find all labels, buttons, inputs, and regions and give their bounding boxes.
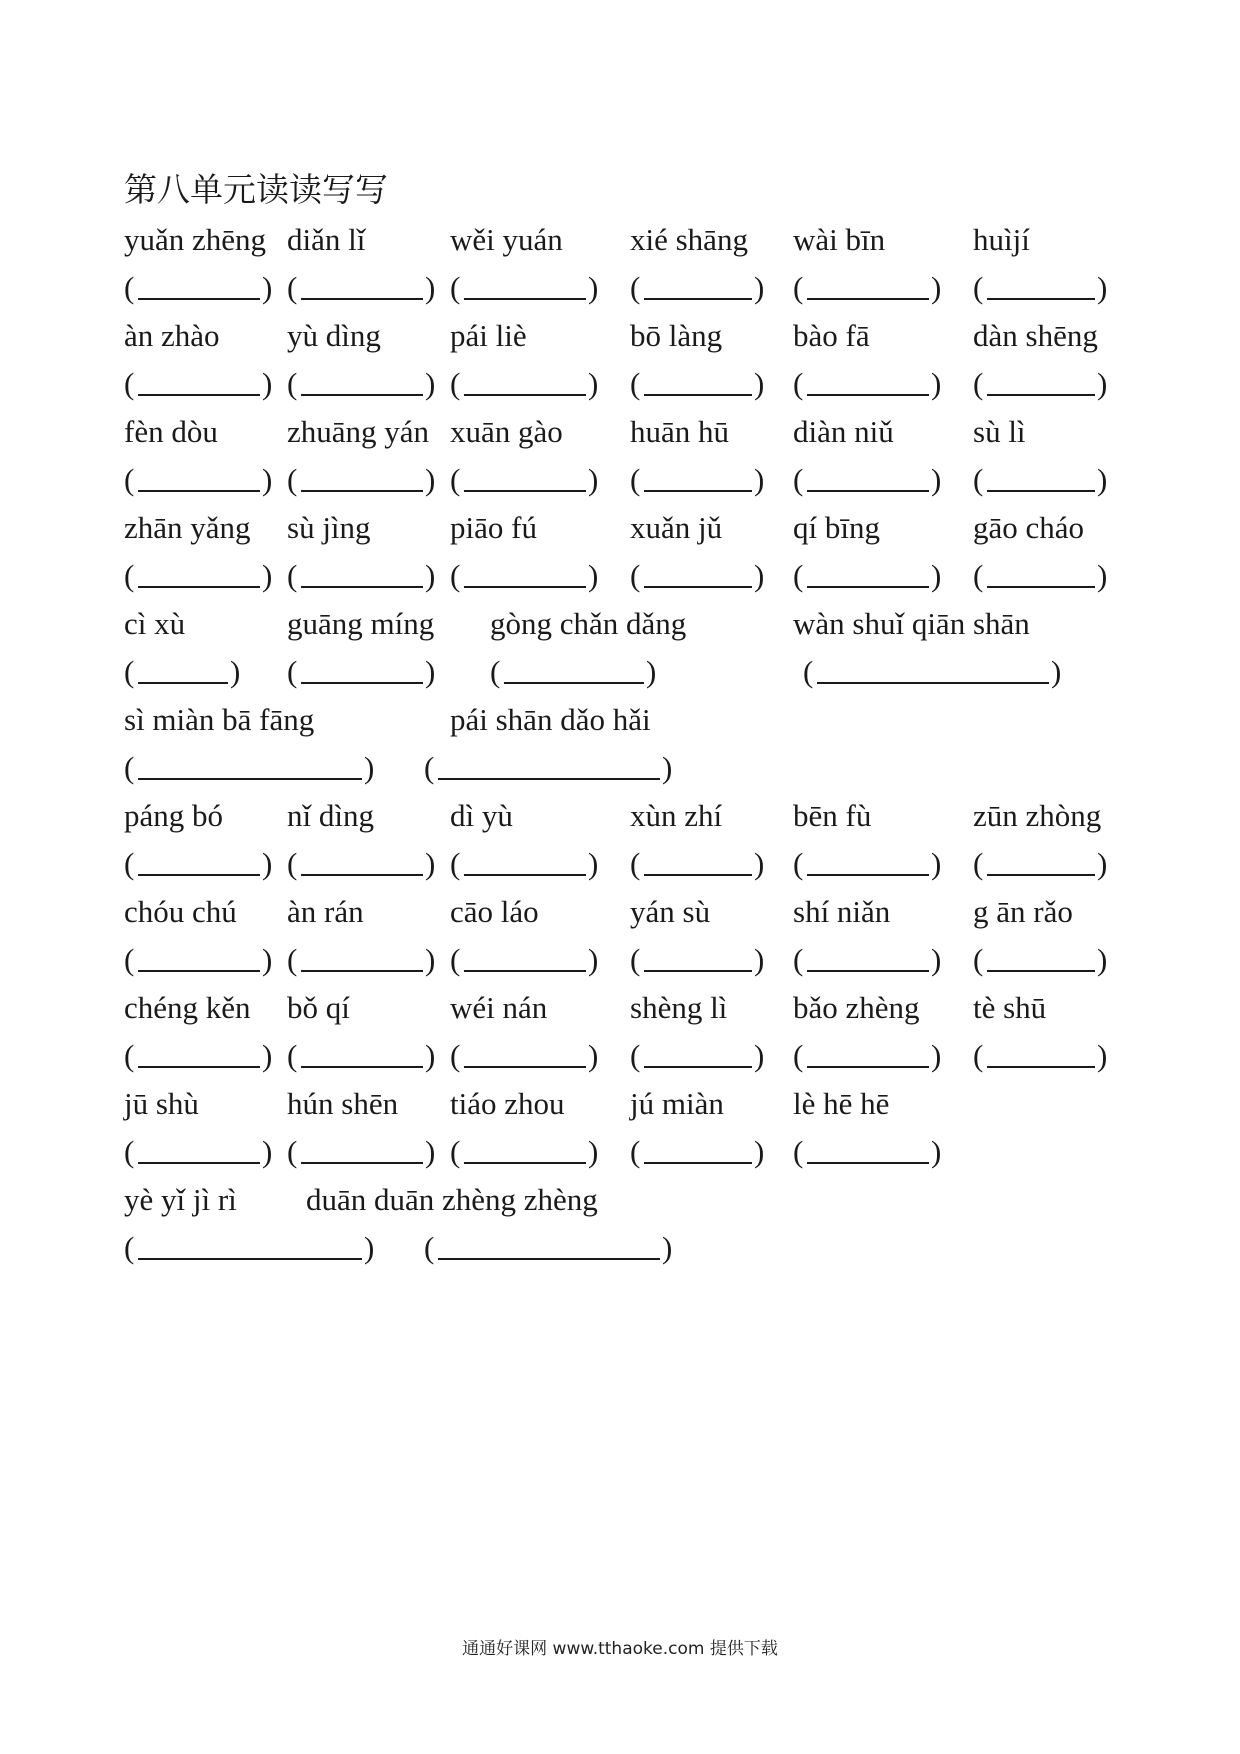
pinyin-prompt: dì yù xyxy=(450,798,513,833)
pinyin-prompt: hún shēn xyxy=(287,1086,399,1121)
open-parenthesis: ( xyxy=(793,558,804,593)
close-parenthesis: ) xyxy=(262,942,273,977)
pinyin-prompt: shèng lì xyxy=(630,990,728,1025)
answer-underline xyxy=(987,394,1095,396)
answer-blank[interactable] xyxy=(793,462,943,498)
close-parenthesis: ) xyxy=(425,654,436,689)
close-parenthesis: ) xyxy=(646,654,657,689)
pinyin-prompt: wài bīn xyxy=(793,222,886,257)
pinyin-prompt: chóu chú xyxy=(124,894,237,929)
answer-underline xyxy=(817,682,1049,684)
pinyin-prompt: sì miàn bā fāng xyxy=(124,702,315,737)
answer-blank[interactable] xyxy=(793,366,943,402)
answer-blank[interactable] xyxy=(124,846,274,882)
pinyin-prompt: sù lì xyxy=(973,414,1026,449)
open-parenthesis: ( xyxy=(973,462,984,497)
close-parenthesis: ) xyxy=(262,1038,273,1073)
open-parenthesis: ( xyxy=(793,942,804,977)
pinyin-prompt: cì xù xyxy=(124,606,186,641)
close-parenthesis: ) xyxy=(754,462,765,497)
answer-underline xyxy=(138,394,260,396)
pinyin-prompt: shí niǎn xyxy=(793,894,891,929)
open-parenthesis: ( xyxy=(793,462,804,497)
close-parenthesis: ) xyxy=(425,558,436,593)
close-parenthesis: ) xyxy=(1051,654,1062,689)
open-parenthesis: ( xyxy=(973,1038,984,1073)
close-parenthesis: ) xyxy=(588,366,599,401)
close-parenthesis: ) xyxy=(262,558,273,593)
open-parenthesis: ( xyxy=(450,270,461,305)
answer-underline xyxy=(807,1162,929,1164)
answer-underline xyxy=(807,394,929,396)
answer-blank[interactable] xyxy=(450,846,600,882)
pinyin-prompt: yù dìng xyxy=(287,318,381,353)
answer-underline xyxy=(504,682,644,684)
answer-underline xyxy=(301,394,423,396)
answer-underline xyxy=(644,490,752,492)
open-parenthesis: ( xyxy=(630,846,641,881)
answer-blank[interactable] xyxy=(450,366,600,402)
close-parenthesis: ) xyxy=(662,750,673,785)
exercise-row xyxy=(0,702,1240,798)
answer-blank[interactable] xyxy=(630,558,766,594)
answer-blank[interactable] xyxy=(287,366,437,402)
pinyin-prompt: qí bīng xyxy=(793,510,880,545)
open-parenthesis: ( xyxy=(973,366,984,401)
answer-underline xyxy=(464,490,586,492)
pinyin-prompt: fèn dòu xyxy=(124,414,218,449)
exercise-row xyxy=(0,318,1240,414)
footer-credit: 通通好课网 www.tthaoke.com 提供下载 xyxy=(462,1639,778,1659)
open-parenthesis: ( xyxy=(630,558,641,593)
close-parenthesis: ) xyxy=(262,366,273,401)
open-parenthesis: ( xyxy=(973,942,984,977)
close-parenthesis: ) xyxy=(754,942,765,977)
close-parenthesis: ) xyxy=(931,1038,942,1073)
open-parenthesis: ( xyxy=(124,654,135,689)
close-parenthesis: ) xyxy=(754,846,765,881)
answer-underline xyxy=(138,682,228,684)
answer-blank[interactable] xyxy=(450,1134,600,1170)
close-parenthesis: ) xyxy=(1097,846,1108,881)
open-parenthesis: ( xyxy=(630,270,641,305)
answer-underline xyxy=(138,1258,362,1260)
open-parenthesis: ( xyxy=(124,942,135,977)
close-parenthesis: ) xyxy=(262,270,273,305)
answer-underline xyxy=(807,490,929,492)
open-parenthesis: ( xyxy=(973,846,984,881)
close-parenthesis: ) xyxy=(588,462,599,497)
answer-blank[interactable] xyxy=(450,270,600,306)
answer-blank[interactable] xyxy=(124,654,242,690)
close-parenthesis: ) xyxy=(931,846,942,881)
exercise-row xyxy=(0,222,1240,318)
answer-blank[interactable] xyxy=(287,462,437,498)
close-parenthesis: ) xyxy=(425,1038,436,1073)
pinyin-prompt: àn rán xyxy=(287,894,364,929)
close-parenthesis: ) xyxy=(754,1134,765,1169)
pinyin-prompt: chéng kěn xyxy=(124,990,251,1025)
close-parenthesis: ) xyxy=(754,366,765,401)
answer-underline xyxy=(644,874,752,876)
pinyin-prompt: àn zhào xyxy=(124,318,220,353)
open-parenthesis: ( xyxy=(630,366,641,401)
answer-underline xyxy=(807,970,929,972)
answer-underline xyxy=(464,1162,586,1164)
pinyin-prompt: xuǎn jǔ xyxy=(630,510,723,545)
answer-blank[interactable] xyxy=(287,1134,437,1170)
pinyin-prompt: pái liè xyxy=(450,318,527,353)
close-parenthesis: ) xyxy=(931,942,942,977)
answer-underline xyxy=(644,1066,752,1068)
open-parenthesis: ( xyxy=(793,270,804,305)
answer-underline xyxy=(464,1066,586,1068)
exercise-row xyxy=(0,990,1240,1086)
answer-blank[interactable] xyxy=(124,366,274,402)
answer-blank[interactable] xyxy=(973,558,1109,594)
close-parenthesis: ) xyxy=(425,1134,436,1169)
answer-blank[interactable] xyxy=(630,270,766,306)
answer-blank[interactable] xyxy=(287,1038,437,1074)
answer-blank[interactable] xyxy=(973,462,1109,498)
pinyin-prompt: wéi nán xyxy=(450,990,548,1025)
pinyin-prompt: gòng chǎn dǎng xyxy=(490,606,687,641)
answer-underline xyxy=(138,298,260,300)
pinyin-prompt: sù jìng xyxy=(287,510,371,545)
answer-blank[interactable] xyxy=(973,366,1109,402)
pinyin-prompt: diǎn lǐ xyxy=(287,222,366,257)
open-parenthesis: ( xyxy=(124,1134,135,1169)
close-parenthesis: ) xyxy=(931,558,942,593)
pinyin-prompt: piāo fú xyxy=(450,510,537,545)
exercise-row xyxy=(0,798,1240,894)
answer-blank[interactable] xyxy=(793,1134,943,1170)
answer-blank[interactable] xyxy=(793,846,943,882)
answer-underline xyxy=(807,298,929,300)
close-parenthesis: ) xyxy=(588,1038,599,1073)
open-parenthesis: ( xyxy=(450,366,461,401)
answer-blank[interactable] xyxy=(287,654,437,690)
answer-underline xyxy=(301,586,423,588)
answer-blank[interactable] xyxy=(450,462,600,498)
open-parenthesis: ( xyxy=(630,942,641,977)
open-parenthesis: ( xyxy=(124,558,135,593)
answer-blank[interactable] xyxy=(450,1038,600,1074)
answer-underline xyxy=(301,682,423,684)
answer-underline xyxy=(644,970,752,972)
open-parenthesis: ( xyxy=(450,558,461,593)
pinyin-prompt: bō làng xyxy=(630,318,723,353)
open-parenthesis: ( xyxy=(803,654,814,689)
open-parenthesis: ( xyxy=(287,1134,298,1169)
close-parenthesis: ) xyxy=(1097,942,1108,977)
close-parenthesis: ) xyxy=(262,846,273,881)
open-parenthesis: ( xyxy=(287,654,298,689)
open-parenthesis: ( xyxy=(124,270,135,305)
answer-blank[interactable] xyxy=(630,462,766,498)
answer-blank[interactable] xyxy=(973,942,1109,978)
pinyin-prompt: huìjí xyxy=(973,222,1030,257)
pinyin-prompt: bǒ qí xyxy=(287,990,350,1025)
pinyin-prompt: xùn zhí xyxy=(630,798,723,833)
open-parenthesis: ( xyxy=(490,654,501,689)
close-parenthesis: ) xyxy=(588,1134,599,1169)
answer-underline xyxy=(807,586,929,588)
open-parenthesis: ( xyxy=(450,846,461,881)
answer-blank[interactable] xyxy=(630,366,766,402)
answer-blank[interactable] xyxy=(630,942,766,978)
pinyin-prompt: bào fā xyxy=(793,318,870,353)
answer-underline xyxy=(301,298,423,300)
close-parenthesis: ) xyxy=(364,1230,375,1265)
close-parenthesis: ) xyxy=(425,462,436,497)
pinyin-prompt: wàn shuǐ qiān shān xyxy=(793,606,1030,641)
pinyin-prompt: yuǎn zhēng xyxy=(124,222,267,257)
answer-blank[interactable] xyxy=(124,1038,274,1074)
answer-blank[interactable] xyxy=(124,558,274,594)
open-parenthesis: ( xyxy=(424,1230,435,1265)
pinyin-prompt: jú miàn xyxy=(630,1086,724,1121)
open-parenthesis: ( xyxy=(973,558,984,593)
answer-blank[interactable] xyxy=(124,1134,274,1170)
close-parenthesis: ) xyxy=(662,1230,673,1265)
answer-underline xyxy=(138,1066,260,1068)
answer-underline xyxy=(464,874,586,876)
answer-blank[interactable] xyxy=(490,654,658,690)
pinyin-prompt: tè shū xyxy=(973,990,1047,1025)
close-parenthesis: ) xyxy=(1097,270,1108,305)
close-parenthesis: ) xyxy=(931,462,942,497)
pinyin-prompt: zūn zhòng xyxy=(973,798,1102,833)
close-parenthesis: ) xyxy=(931,366,942,401)
answer-underline xyxy=(464,586,586,588)
pinyin-prompt: zhuāng yán xyxy=(287,414,430,449)
close-parenthesis: ) xyxy=(364,750,375,785)
answer-underline xyxy=(644,298,752,300)
close-parenthesis: ) xyxy=(425,366,436,401)
page-title: 第八单元读读写写 xyxy=(124,170,388,209)
open-parenthesis: ( xyxy=(630,1134,641,1169)
open-parenthesis: ( xyxy=(793,1134,804,1169)
answer-blank[interactable] xyxy=(793,1038,943,1074)
answer-underline xyxy=(987,1066,1095,1068)
answer-blank[interactable] xyxy=(973,846,1109,882)
answer-blank[interactable] xyxy=(793,558,943,594)
exercise-row xyxy=(0,1086,1240,1182)
exercise-row xyxy=(0,894,1240,990)
exercise-row xyxy=(0,1182,1240,1278)
pinyin-prompt: tiáo zhou xyxy=(450,1086,565,1121)
answer-underline xyxy=(138,874,260,876)
close-parenthesis: ) xyxy=(425,942,436,977)
exercise-row xyxy=(0,606,1240,702)
open-parenthesis: ( xyxy=(287,942,298,977)
open-parenthesis: ( xyxy=(450,1134,461,1169)
pinyin-prompt: gāo cháo xyxy=(973,510,1085,545)
close-parenthesis: ) xyxy=(931,270,942,305)
answer-underline xyxy=(644,586,752,588)
open-parenthesis: ( xyxy=(973,270,984,305)
open-parenthesis: ( xyxy=(287,270,298,305)
pinyin-prompt: yán sù xyxy=(630,894,711,929)
answer-blank[interactable] xyxy=(287,942,437,978)
pinyin-prompt: páng bó xyxy=(124,798,224,833)
pinyin-prompt: g ān rǎo xyxy=(973,894,1073,929)
answer-underline xyxy=(987,490,1095,492)
answer-underline xyxy=(301,874,423,876)
answer-blank[interactable] xyxy=(630,1134,766,1170)
close-parenthesis: ) xyxy=(425,846,436,881)
answer-blank[interactable] xyxy=(124,462,274,498)
answer-blank[interactable] xyxy=(630,1038,766,1074)
answer-blank[interactable] xyxy=(424,750,674,786)
pinyin-prompt: yè yǐ jì rì xyxy=(124,1182,237,1217)
pinyin-prompt: jū shù xyxy=(124,1086,199,1121)
close-parenthesis: ) xyxy=(1097,558,1108,593)
answer-blank[interactable] xyxy=(124,942,274,978)
open-parenthesis: ( xyxy=(287,1038,298,1073)
answer-underline xyxy=(138,490,260,492)
open-parenthesis: ( xyxy=(124,462,135,497)
pinyin-prompt: zhān yǎng xyxy=(124,510,251,545)
pinyin-prompt: xié shāng xyxy=(630,222,748,257)
close-parenthesis: ) xyxy=(588,558,599,593)
close-parenthesis: ) xyxy=(588,270,599,305)
answer-blank[interactable] xyxy=(287,270,437,306)
answer-blank[interactable] xyxy=(124,750,376,786)
exercise-row xyxy=(0,414,1240,510)
pinyin-prompt: duān duān zhèng zhèng xyxy=(306,1182,598,1217)
answer-underline xyxy=(987,970,1095,972)
answer-underline xyxy=(138,970,260,972)
pinyin-prompt: bēn fù xyxy=(793,798,872,833)
close-parenthesis: ) xyxy=(754,558,765,593)
open-parenthesis: ( xyxy=(450,462,461,497)
answer-underline xyxy=(464,298,586,300)
close-parenthesis: ) xyxy=(425,270,436,305)
open-parenthesis: ( xyxy=(124,366,135,401)
close-parenthesis: ) xyxy=(230,654,241,689)
answer-underline xyxy=(464,394,586,396)
pinyin-prompt: bǎo zhèng xyxy=(793,990,920,1025)
close-parenthesis: ) xyxy=(262,1134,273,1169)
pinyin-prompt: nǐ dìng xyxy=(287,798,374,833)
close-parenthesis: ) xyxy=(1097,366,1108,401)
answer-blank[interactable] xyxy=(287,558,437,594)
open-parenthesis: ( xyxy=(287,558,298,593)
answer-blank[interactable] xyxy=(287,846,437,882)
answer-underline xyxy=(138,1162,260,1164)
pinyin-prompt: guāng míng xyxy=(287,606,435,641)
pinyin-prompt: diàn niǔ xyxy=(793,414,894,449)
pinyin-prompt: lè hē hē xyxy=(793,1086,890,1121)
answer-underline xyxy=(301,1066,423,1068)
close-parenthesis: ) xyxy=(754,1038,765,1073)
open-parenthesis: ( xyxy=(287,462,298,497)
close-parenthesis: ) xyxy=(931,1134,942,1169)
answer-underline xyxy=(987,298,1095,300)
pinyin-prompt: huān hū xyxy=(630,414,730,449)
open-parenthesis: ( xyxy=(793,846,804,881)
answer-blank[interactable] xyxy=(630,846,766,882)
answer-underline xyxy=(644,1162,752,1164)
open-parenthesis: ( xyxy=(630,1038,641,1073)
answer-underline xyxy=(138,778,362,780)
open-parenthesis: ( xyxy=(124,846,135,881)
close-parenthesis: ) xyxy=(588,942,599,977)
answer-blank[interactable] xyxy=(793,942,943,978)
answer-underline xyxy=(987,874,1095,876)
answer-blank[interactable] xyxy=(124,1230,376,1266)
close-parenthesis: ) xyxy=(1097,462,1108,497)
open-parenthesis: ( xyxy=(124,1230,135,1265)
answer-blank[interactable] xyxy=(973,1038,1109,1074)
answer-blank[interactable] xyxy=(803,654,1063,690)
answer-underline xyxy=(301,490,423,492)
open-parenthesis: ( xyxy=(793,366,804,401)
answer-underline xyxy=(644,394,752,396)
answer-underline xyxy=(438,1258,660,1260)
answer-blank[interactable] xyxy=(424,1230,674,1266)
open-parenthesis: ( xyxy=(287,846,298,881)
close-parenthesis: ) xyxy=(588,846,599,881)
answer-underline xyxy=(438,778,660,780)
answer-blank[interactable] xyxy=(973,270,1109,306)
pinyin-prompt: xuān gào xyxy=(450,414,563,449)
pinyin-prompt: wěi yuán xyxy=(450,222,563,257)
answer-underline xyxy=(301,970,423,972)
exercise-row xyxy=(0,510,1240,606)
answer-underline xyxy=(807,874,929,876)
pinyin-prompt: pái shān dǎo hǎi xyxy=(450,702,651,737)
answer-underline xyxy=(301,1162,423,1164)
open-parenthesis: ( xyxy=(287,366,298,401)
open-parenthesis: ( xyxy=(450,1038,461,1073)
answer-blank[interactable] xyxy=(450,942,600,978)
open-parenthesis: ( xyxy=(793,1038,804,1073)
open-parenthesis: ( xyxy=(124,1038,135,1073)
close-parenthesis: ) xyxy=(262,462,273,497)
close-parenthesis: ) xyxy=(1097,1038,1108,1073)
answer-underline xyxy=(987,586,1095,588)
close-parenthesis: ) xyxy=(754,270,765,305)
answer-blank[interactable] xyxy=(793,270,943,306)
open-parenthesis: ( xyxy=(424,750,435,785)
open-parenthesis: ( xyxy=(124,750,135,785)
answer-underline xyxy=(807,1066,929,1068)
open-parenthesis: ( xyxy=(450,942,461,977)
answer-underline xyxy=(138,586,260,588)
answer-blank[interactable] xyxy=(124,270,274,306)
open-parenthesis: ( xyxy=(630,462,641,497)
pinyin-prompt: cāo láo xyxy=(450,894,539,929)
pinyin-prompt: dàn shēng xyxy=(973,318,1098,353)
answer-underline xyxy=(464,970,586,972)
answer-blank[interactable] xyxy=(450,558,600,594)
